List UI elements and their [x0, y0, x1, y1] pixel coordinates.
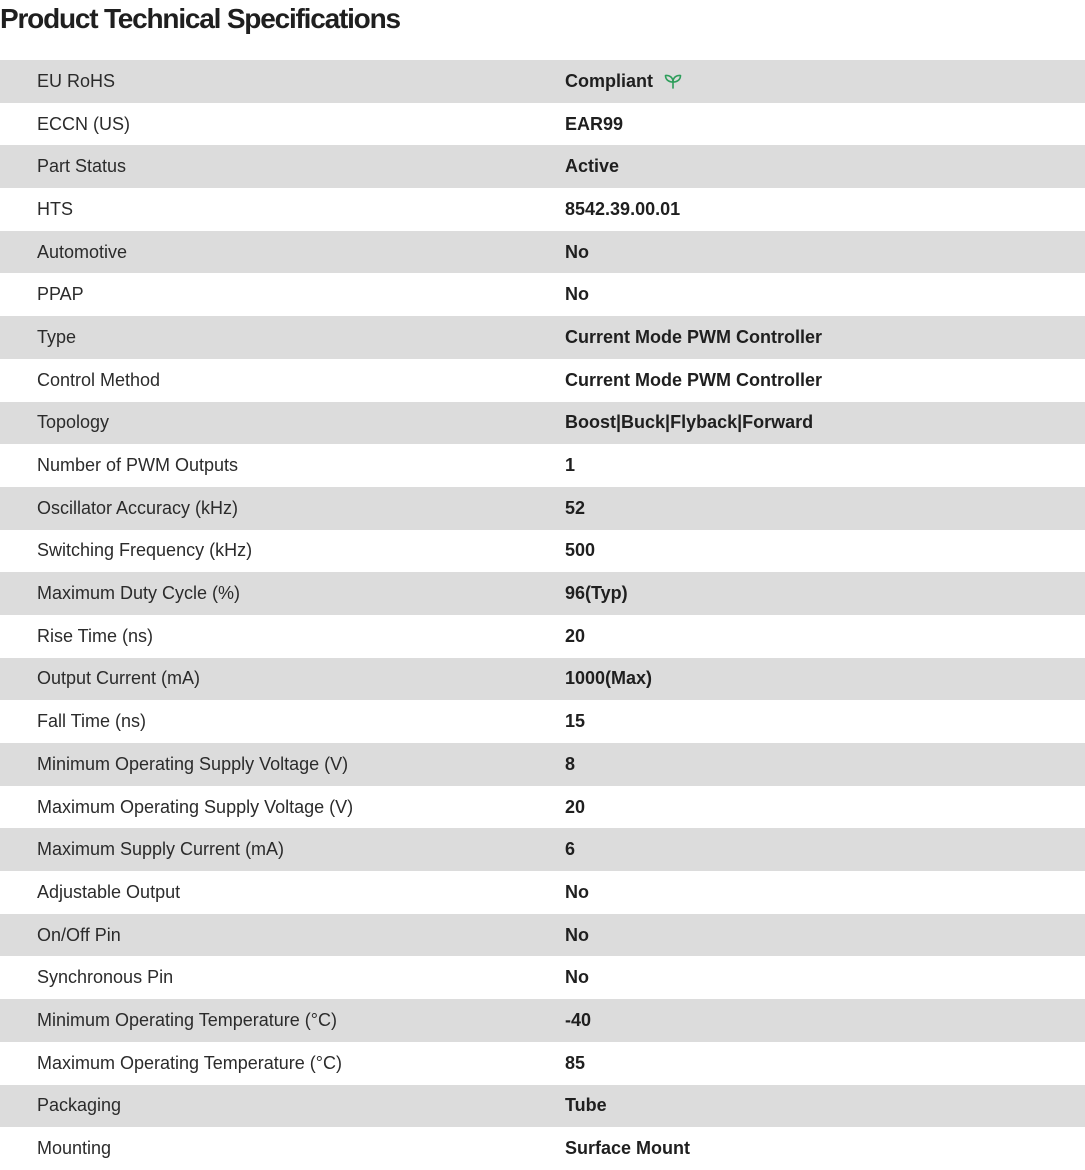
spec-value: No: [565, 241, 589, 262]
spec-label: Part Status: [37, 156, 127, 177]
spec-row-automotive: [0, 231, 1085, 274]
spec-row-rise-time: [0, 615, 1085, 658]
spec-value: 6: [565, 839, 576, 860]
spec-value: Current Mode PWM Controller: [565, 326, 822, 347]
spec-row-min-supply-voltage: [0, 743, 1085, 786]
spec-table: [0, 60, 1085, 1170]
spec-value: Active: [565, 156, 620, 177]
spec-row-type: [0, 316, 1085, 359]
spec-value: 1: [565, 455, 576, 476]
spec-row-pwm-outputs: [0, 444, 1085, 487]
spec-row-eccn: [0, 103, 1085, 146]
spec-label: Minimum Operating Supply Voltage (V): [37, 753, 349, 774]
spec-value: 52: [565, 497, 586, 518]
spec-value: 500: [565, 540, 596, 561]
spec-value: No: [565, 881, 589, 902]
spec-value: No: [565, 284, 589, 305]
spec-label: Packaging: [37, 1095, 122, 1116]
spec-label: EU RoHS: [37, 70, 116, 91]
spec-value-text: Compliant: [565, 70, 653, 91]
spec-label: Oscillator Accuracy (kHz): [37, 497, 239, 518]
spec-label: Control Method: [37, 369, 161, 390]
spec-row-control-method: [0, 359, 1085, 402]
spec-label: Switching Frequency (kHz): [37, 540, 253, 561]
spec-row-oscillator-accuracy: [0, 487, 1085, 530]
spec-label: Maximum Operating Supply Voltage (V): [37, 796, 354, 817]
spec-label: HTS: [37, 198, 73, 219]
spec-value: 96(Typ): [565, 583, 628, 604]
spec-label: Maximum Supply Current (mA): [37, 839, 285, 860]
spec-value: 1000(Max): [565, 668, 653, 689]
spec-row-max-supply-voltage: [0, 786, 1085, 829]
spec-label: Type: [37, 326, 77, 347]
spec-value: 8: [565, 753, 576, 774]
spec-row-adjustable-output: [0, 871, 1085, 914]
spec-label: ECCN (US): [37, 113, 130, 134]
spec-label: Fall Time (ns): [37, 711, 147, 732]
spec-row-on-off-pin: [0, 914, 1085, 957]
spec-value: EAR99: [565, 113, 624, 134]
spec-row-eu-rohs: [0, 60, 1085, 103]
spec-row-min-operating-temperature: [0, 999, 1085, 1042]
spec-row-packaging: [0, 1085, 1085, 1128]
spec-value: 20: [565, 796, 586, 817]
spec-row-hts: [0, 188, 1085, 231]
spec-label: Topology: [37, 412, 110, 433]
spec-value: Tube: [565, 1095, 607, 1116]
leaf-icon: [663, 71, 683, 91]
spec-row-max-duty-cycle: [0, 572, 1085, 615]
spec-label: Maximum Operating Temperature (°C): [37, 1052, 342, 1073]
spec-label: PPAP: [37, 284, 84, 305]
spec-row-topology: [0, 402, 1085, 445]
spec-value: [565, 71, 1085, 92]
spec-label: Minimum Operating Temperature (°C): [37, 1009, 337, 1030]
spec-row-switching-frequency: [0, 530, 1085, 573]
spec-row-mounting: [0, 1127, 1085, 1170]
spec-label: On/Off Pin: [37, 924, 121, 945]
spec-value: 8542.39.00.01: [565, 198, 681, 219]
spec-value: 20: [565, 625, 586, 646]
spec-label: Number of PWM Outputs: [37, 455, 239, 476]
spec-value: No: [565, 924, 589, 945]
page-title: Product Technical Specifications: [0, 3, 400, 34]
spec-row-fall-time: [0, 700, 1085, 743]
spec-row-ppap: [0, 273, 1085, 316]
spec-value: No: [565, 967, 589, 988]
spec-value: Current Mode PWM Controller: [565, 369, 822, 390]
spec-row-max-supply-current: [0, 828, 1085, 871]
spec-label: Rise Time (ns): [37, 625, 154, 646]
spec-label: Maximum Duty Cycle (%): [37, 583, 241, 604]
spec-value: 85: [565, 1052, 586, 1073]
spec-row-max-operating-temperature: [0, 1042, 1085, 1085]
spec-row-output-current: [0, 658, 1085, 701]
spec-row-part-status: [0, 145, 1085, 188]
spec-label: Adjustable Output: [37, 881, 181, 902]
spec-label: Synchronous Pin: [37, 967, 174, 988]
spec-label: Automotive: [37, 241, 128, 262]
spec-value: 15: [565, 711, 586, 732]
spec-value: -40: [565, 1009, 592, 1030]
spec-value: Surface Mount: [565, 1138, 691, 1159]
spec-label: Mounting: [37, 1138, 112, 1159]
spec-value: Boost|Buck|Flyback|Forward: [565, 412, 814, 433]
spec-row-synchronous-pin: [0, 956, 1085, 999]
spec-label: Output Current (mA): [37, 668, 201, 689]
